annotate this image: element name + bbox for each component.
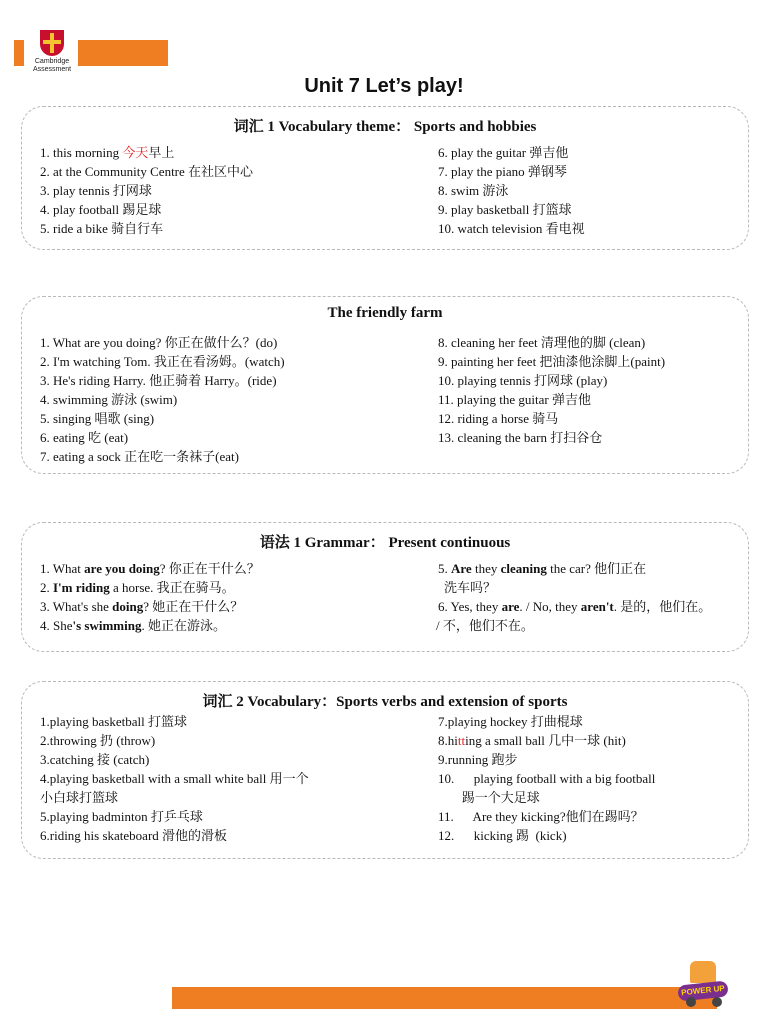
list-item: [438, 559, 711, 578]
list-item: 4.playing basketball with a small white ball 用一个: [40, 771, 309, 786]
text: 2.: [40, 580, 53, 595]
list-item-continued: 小白球打篮球: [40, 790, 119, 805]
grammar-left-col: [40, 559, 260, 635]
list-item: 4. swimming 游泳 (swim): [40, 392, 178, 407]
text: . 她正在游泳。: [141, 618, 226, 633]
list-item: 11. playing the guitar 弹吉他: [438, 392, 591, 407]
list-item-continued: / 不，他们不在。: [436, 618, 534, 633]
text: 6. Yes, they: [438, 599, 502, 614]
header-bar-left: [14, 40, 24, 66]
list-item-continued: 洗车吗？: [444, 580, 497, 595]
list-item: [40, 559, 260, 578]
farm-box: [21, 296, 749, 474]
list-item: 3. He's riding Harry. 他正骑着 Harry。(ride): [40, 373, 277, 388]
vocab2-right-col: [438, 712, 655, 845]
wheel-icon: [686, 997, 696, 1007]
list-item: [40, 578, 260, 597]
bold-text: doing: [112, 599, 144, 614]
text: . / No, they: [519, 599, 581, 614]
text: they: [471, 561, 501, 576]
logo-line-2: Assessment: [32, 66, 72, 73]
list-item: 1. What are you doing? 你正在做什么？(do): [40, 335, 278, 350]
text: 早上: [148, 145, 175, 160]
list-item: 6. play the guitar 弹吉他: [438, 145, 569, 160]
list-item: 11. Are they kicking?他们在踢吗？: [438, 809, 644, 824]
bold-text: aren't: [580, 599, 614, 614]
list-item: 12. kicking 踢 (kick): [438, 828, 567, 843]
wheel-icon: [712, 997, 722, 1007]
list-item: 7.playing hockey 打曲棍球: [438, 714, 583, 729]
power-up-bus-icon: [690, 961, 716, 983]
text: 4. She: [40, 618, 73, 633]
list-item: 9. play basketball 打篮球: [438, 202, 572, 217]
list-item: [438, 597, 711, 616]
bold-text: cleaning: [500, 561, 547, 576]
list-item: 10. playing football with a big football: [438, 771, 656, 786]
list-item: 13. cleaning the barn 打扫谷仓: [438, 430, 603, 445]
grammar-box: [21, 522, 749, 652]
bold-text: I'm riding: [53, 580, 110, 595]
list-item: 2.throwing 扔 (throw): [40, 733, 156, 748]
text: 1. this morning: [40, 145, 123, 160]
bold-text: Are: [451, 561, 472, 576]
list-item: [40, 143, 253, 162]
list-item: 10. watch television 看电视: [438, 221, 585, 236]
cambridge-shield-icon: [40, 30, 64, 56]
list-item: 5. singing 唱歌 (sing): [40, 411, 155, 426]
list-item-continued: 踢一个大足球: [452, 790, 540, 805]
list-item: [40, 597, 260, 616]
list-item: 7. play the piano 弹钢琴: [438, 164, 567, 179]
text: a horse. 我正在骑马。: [109, 580, 235, 595]
list-item: 1.playing basketball 打篮球: [40, 714, 187, 729]
grammar-right-col: [438, 559, 711, 635]
vocab1-right-col: [438, 143, 585, 238]
cambridge-logo: [27, 30, 77, 74]
list-item: 9.running 跑步: [438, 752, 518, 767]
grammar-title: 语法 1 Grammar： Present continuous: [259, 535, 511, 551]
farm-right-col: [438, 333, 665, 447]
list-item: 2. at the Community Centre 在社区中心: [40, 164, 254, 179]
list-item: 8. swim 游泳: [438, 183, 509, 198]
vocab1-title: 词汇 1 Vocabulary theme： Sports and hobbies: [233, 119, 537, 135]
header-bar: [78, 40, 168, 66]
text: 5.: [438, 561, 451, 576]
logo-line-1: Cambridge: [34, 58, 70, 65]
bold-text: are you doing: [84, 561, 160, 576]
bold-text: 's swimming: [72, 618, 142, 633]
list-item: 2. I'm watching Tom. 我正在看汤姆。(watch): [40, 354, 285, 369]
list-item: 5. ride a bike 骑自行车: [40, 221, 164, 236]
text: 8.hi: [438, 733, 458, 748]
text: . 是的，他们在。: [613, 599, 712, 614]
vocab1-left-col: [40, 143, 253, 238]
text: ? 你正在干什么？: [159, 561, 260, 576]
farm-left-col: [40, 333, 285, 466]
logo-text: [27, 58, 77, 74]
farm-title: The friendly farm: [327, 305, 443, 321]
text: ? 她正在干什么？: [143, 599, 244, 614]
highlight-text: 今天: [122, 145, 149, 160]
bold-text: are: [501, 599, 520, 614]
list-item: 5.playing badminton 打乒乓球: [40, 809, 203, 824]
list-item: [40, 616, 260, 635]
list-item: 7. eating a sock 正在吃一条袜子(eat): [40, 449, 239, 464]
list-item: 4. play football 踢足球: [40, 202, 162, 217]
page-title: Unit 7 Let’s play!: [304, 75, 464, 97]
text: ing a small ball 几中一球 (hit): [465, 733, 626, 748]
vocab2-left-col: [40, 712, 309, 845]
vocab2-box: [21, 681, 749, 859]
list-item: 3. play tennis 打网球: [40, 183, 152, 198]
text: 1. What: [40, 561, 85, 576]
list-item: 6.riding his skateboard 滑他的滑板: [40, 828, 228, 843]
footer-bar: [172, 987, 717, 1009]
list-item: 3.catching 接 (catch): [40, 752, 150, 767]
list-item: [438, 731, 655, 750]
text: the car? 他们正在: [546, 561, 647, 576]
list-item: 6. eating 吃 (eat): [40, 430, 129, 445]
list-item: 10. playing tennis 打网球 (play): [438, 373, 608, 388]
vocab2-title: 词汇 2 Vocabulary：Sports verbs and extension of sports: [202, 694, 568, 710]
vocab1-box: [21, 106, 749, 250]
list-item: 9. painting her feet 把油漆他涂脚上(paint): [438, 354, 666, 369]
highlight-text: tt: [457, 733, 466, 748]
list-item: 12. riding a horse 骑马: [438, 411, 559, 426]
power-up-badge: POWER UP: [677, 980, 728, 1001]
list-item: 8. cleaning her feet 清理他的脚 (clean): [438, 335, 646, 350]
power-up-logo: [672, 955, 734, 1009]
text: 3. What's she: [40, 599, 113, 614]
